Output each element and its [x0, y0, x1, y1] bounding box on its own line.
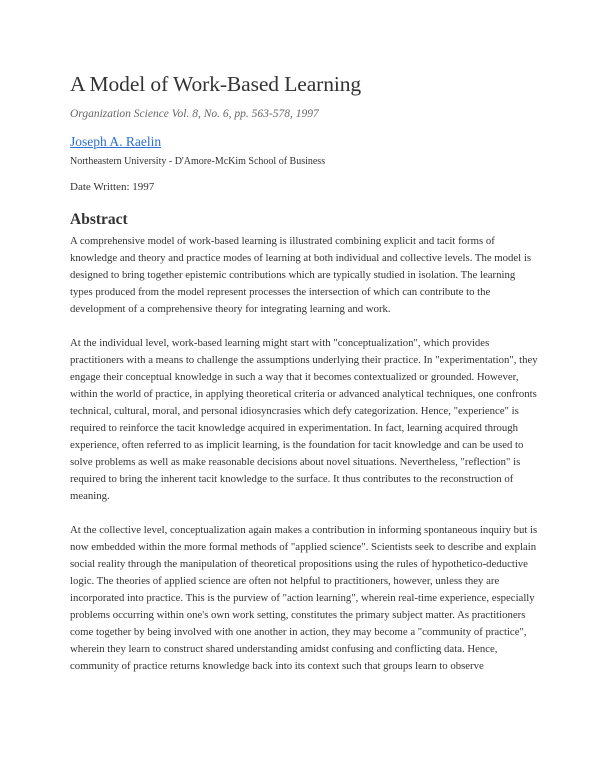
- abstract-paragraph: At the individual level, work-based learning might start with "conceptualization", which provides practitioners with a means to challenge the assumptions underlying their practice. In "experimentation", they engage their conceptual knowledge in such a way that it becomes contextualized or grounded. However, within the world of practice, in applying theoretical criteria or advanced analytical techniques, one confronts technical, cultural, moral, and personal idiosyncrasies which defy categorization. Hence, "experience" is required to reinforce the tacit knowledge acquired in experimentation. In fact, learning acquired through experience, often referred to as implicit learning, is the foundation for tacit knowledge and can be used to solve problems as well as make reasonable decisions about novel situations. Nevertheless, "reflection" is required to bring the inherent tacit knowledge to the surface. It thus contributes to the reconstruction of meaning.: [70, 337, 538, 502]
- paper-title: A Model of Work-Based Learning: [70, 72, 362, 96]
- author-affiliation: Northeastern University - D'Amore-McKim School of Business: [70, 156, 326, 167]
- abstract-heading: Abstract: [70, 211, 128, 228]
- paper-page: [70, 70, 540, 675]
- abstract-paragraph: A comprehensive model of work-based learning is illustrated combining explicit and tacit forms of knowledge and theory and practice modes of learning at both individual and collective levels. The model is designed to bring together epistemic contributions which are typically studied in isolation. The learning types produced from the model represent processes the intersection of which can contribute to the development of a comprehensive theory for integrating learning and work.: [70, 235, 532, 315]
- abstract-paragraph: At the collective level, conceptualization again makes a contribution in informing spontaneous inquiry but is now embedded within the more formal methods of "applied science". Scientists seek to describe and explain social reality through the manipulation of theoretical propositions using the rules of hypothetico-deductive logic. The theories of applied science are often not helpful to practitioners, however, unless they are incorporated into practice. This is the purview of "action learning", wherein real-time experience, especially problems occurring within one's own work setting, constitutes the primary subject matter. As practitioners come together by being involved with one another in action, they may become a "community of practice", wherein they learn to construct shared understanding amidst confusing and conflicting data. Hence, community of practice returns knowledge back into its context such that groups learn to observe: [70, 524, 538, 672]
- journal-citation: Organization Science Vol. 8, No. 6, pp. 563-578, 1997: [70, 108, 319, 120]
- author-link[interactable]: Joseph A. Raelin: [70, 134, 162, 149]
- date-written: Date Written: 1997: [70, 181, 155, 193]
